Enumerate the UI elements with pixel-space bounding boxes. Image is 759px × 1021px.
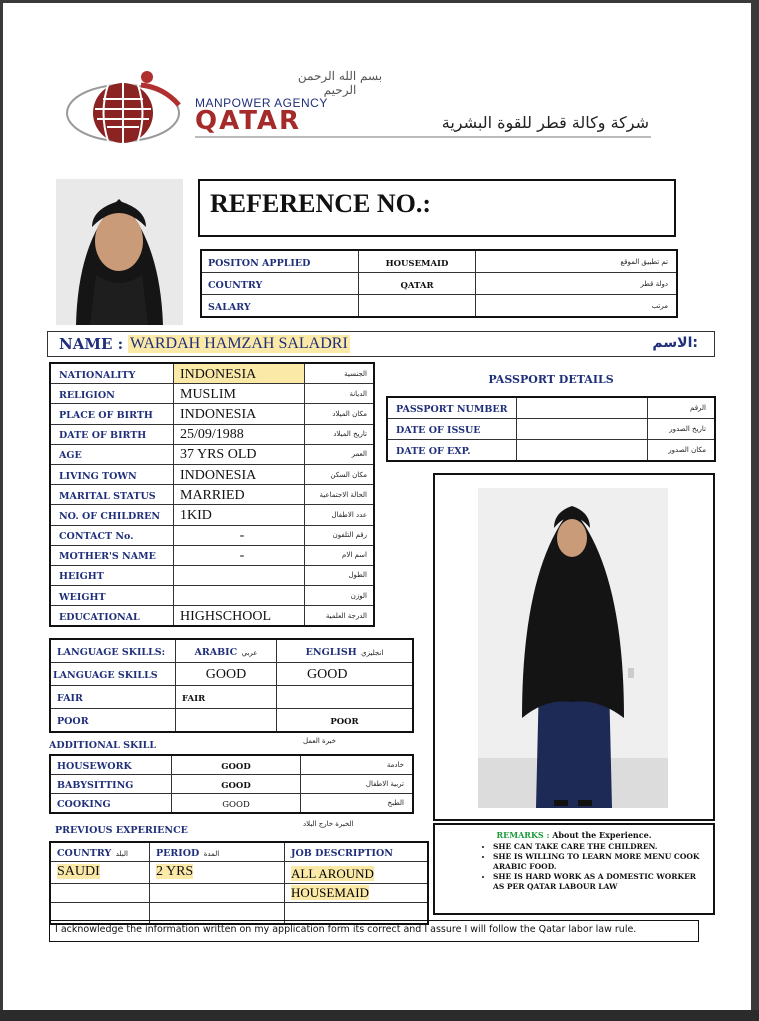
remarks-key: REMARKS :	[496, 830, 550, 840]
application-page	[3, 3, 751, 1010]
info-row	[50, 363, 374, 384]
passport-ar: الرقم	[690, 404, 706, 412]
info-label: AGE	[59, 450, 82, 462]
personal-info-table	[49, 362, 375, 627]
arabic-level: GOOD	[205, 667, 247, 682]
basmala: بسم الله الرحمن الرحيم	[297, 69, 383, 97]
fair-label: FAIR	[57, 693, 83, 704]
poor-label: POOR	[57, 716, 89, 727]
info-ar: عدد الاطفال	[331, 510, 367, 519]
experience-job-line2: HOUSEMAID	[291, 885, 369, 900]
language-header-label: LANGUAGE SKILLS:	[57, 647, 166, 658]
info-label: EDUCATIONAL	[59, 611, 140, 623]
language-table	[49, 638, 414, 733]
country-ar: دولة قطر	[640, 279, 668, 288]
experience-table	[49, 841, 429, 925]
info-value: INDONESIA	[180, 467, 257, 483]
position-table	[200, 249, 678, 318]
country-header-ar: البلد	[115, 850, 128, 858]
info-label: NATIONALITY	[59, 369, 136, 381]
arabic-header: ARABIC	[194, 647, 238, 658]
skill-row	[50, 775, 413, 794]
experience-job-line1: ALL AROUND	[291, 866, 374, 881]
info-value: INDONESIA	[180, 366, 257, 382]
job-header: JOB DESCRIPTION	[291, 848, 393, 859]
position-value: HOUSEMAID	[385, 258, 449, 269]
info-row	[50, 586, 374, 606]
country-row	[201, 273, 677, 295]
info-label: HEIGHT	[59, 571, 104, 583]
experience-header-row	[50, 842, 428, 862]
info-value: -	[239, 528, 245, 544]
position-row	[201, 250, 677, 273]
skill-value: GOOD	[222, 800, 250, 810]
info-value: 25/09/1988	[180, 427, 244, 443]
full-body-photo	[478, 488, 668, 808]
country-header: COUNTRY	[57, 848, 112, 859]
skill-ar: تربية الاطفال	[365, 780, 404, 788]
experience-row	[50, 884, 428, 903]
header-underline	[195, 136, 651, 138]
experience-country: SAUDI	[57, 864, 100, 879]
info-value: MUSLIM	[180, 386, 237, 402]
remark-item: • SHE CAN TAKE CARE THE CHILDREN.	[493, 842, 703, 852]
passport-ar: مكان الصدور	[668, 446, 706, 454]
language-row	[50, 709, 413, 733]
info-label: LIVING TOWN	[59, 470, 137, 482]
name-value: WARDAH HAMZAH SALADRI	[130, 335, 348, 352]
country-value: QATAR	[400, 280, 434, 291]
info-row	[50, 505, 374, 525]
skill-row	[50, 794, 413, 814]
language-row	[50, 686, 413, 709]
agency-name-line1: MANPOWER AGENCY	[195, 96, 328, 110]
info-row	[50, 424, 374, 444]
period-header-ar: المدة	[203, 850, 220, 858]
salary-label: SALARY	[208, 301, 251, 313]
info-ar: تاريخ الميلاد	[333, 430, 367, 439]
country-label: COUNTRY	[208, 279, 263, 291]
additional-skill-table	[49, 754, 414, 814]
arabic-fair: FAIR	[182, 694, 206, 704]
info-ar: الوزن	[350, 591, 367, 600]
info-label: MOTHER'S NAME	[59, 551, 156, 563]
previous-experience-ar: الخبرة خارج البلاد	[303, 820, 354, 828]
remarks-box	[433, 823, 715, 915]
english-header: ENGLISH	[305, 647, 357, 658]
info-row	[50, 384, 374, 404]
info-label: MARITAL STATUS	[59, 490, 156, 502]
info-ar: الجنسية	[344, 369, 367, 378]
position-ar: تم تطبيق الموقع	[620, 257, 668, 266]
info-label: RELIGION	[59, 389, 115, 401]
info-ar: الدرجة العلمية	[325, 611, 367, 620]
language-row-label: LANGUAGE SKILLS	[53, 670, 158, 681]
info-row	[50, 464, 374, 484]
full-body-photo-frame	[433, 473, 715, 821]
reference-label: REFERENCE NO.:	[210, 189, 432, 218]
info-ar: العمر	[351, 450, 367, 459]
remarks-title	[435, 830, 713, 840]
passport-title: PASSPORT DETAILS	[488, 373, 614, 386]
salary-row	[201, 295, 677, 318]
reference-box	[198, 179, 676, 237]
agency-logo	[63, 69, 193, 147]
info-ar: الحالة الاجتماعية	[319, 490, 367, 499]
info-row	[50, 525, 374, 545]
remark-item: • SHE IS HARD WORK AS A DOMESTIC WORKER AS PER QATAR LABOUR LAW	[493, 872, 703, 892]
experience-period: 2 YRS	[156, 864, 194, 879]
name-label: NAME :	[59, 335, 124, 353]
skill-value: GOOD	[221, 762, 251, 772]
info-row	[50, 545, 374, 565]
info-ar: الديانة	[349, 389, 367, 398]
english-poor: POOR	[330, 717, 359, 727]
skill-row	[50, 755, 413, 775]
additional-skill-ar: خبرة العمل	[303, 737, 336, 745]
passport-row	[387, 397, 715, 419]
acknowledgement-box	[49, 920, 699, 942]
skill-label: COOKING	[57, 799, 111, 810]
info-value: MARRIED	[180, 487, 245, 503]
experience-row	[50, 862, 428, 884]
info-ar: رقم التلفون	[332, 531, 367, 540]
agency-name-line2: QATAR	[195, 106, 302, 136]
viewer-bottom-strip	[0, 1010, 759, 1021]
language-header-row	[50, 639, 413, 663]
info-row	[50, 565, 374, 585]
info-value: INDONESIA	[180, 406, 257, 422]
portrait-photo	[56, 179, 183, 325]
name-bar	[47, 331, 715, 357]
info-value: HIGHSCHOOL	[180, 608, 271, 624]
passport-table	[386, 396, 716, 462]
passport-ar: تاريخ الصدور	[669, 425, 706, 433]
acknowledgement-text: I acknowledge the information written on my application form its correct and I assure I will follow the Qatar labor law rule.	[55, 924, 637, 935]
info-row	[50, 485, 374, 505]
info-ar: مكان السكن	[330, 470, 367, 479]
passport-label: DATE OF EXP.	[396, 446, 471, 457]
language-row	[50, 663, 413, 686]
info-value: 37 YRS OLD	[180, 447, 257, 463]
info-label: NO. OF CHILDREN	[59, 510, 161, 522]
info-row	[50, 404, 374, 424]
info-label: WEIGHT	[59, 591, 106, 603]
skill-ar: الطبخ	[387, 799, 404, 807]
agency-name-arabic: شركة وكالة قطر للقوة البشرية	[441, 113, 649, 132]
additional-skill-label: ADDITIONAL SKILL	[49, 740, 157, 751]
info-label: CONTACT No.	[59, 531, 134, 543]
name-ar: الاسم:	[652, 335, 698, 351]
position-label: POSITON APPLIED	[208, 257, 311, 269]
info-label: DATE OF BIRTH	[59, 430, 147, 442]
passport-label: PASSPORT NUMBER	[396, 404, 508, 415]
info-ar: الطول	[348, 571, 367, 580]
period-header: PERIOD	[156, 848, 200, 859]
remarks-title-rest: About the Experience.	[552, 830, 652, 840]
info-ar: مكان الميلاد	[332, 409, 367, 418]
english-level: GOOD	[307, 667, 348, 682]
english-header-ar: انجليزي	[361, 649, 384, 657]
skill-value: GOOD	[221, 781, 251, 791]
remark-item: • SHE IS WILLING TO LEARN MORE MENU COOK ARABIC FOOD.	[493, 852, 703, 872]
skill-label: BABYSITTING	[57, 780, 134, 791]
info-ar: اسم الام	[342, 551, 367, 560]
remarks-list	[435, 842, 713, 892]
passport-row	[387, 419, 715, 440]
skill-ar: خادمة	[386, 761, 404, 769]
info-value: 1KID	[180, 507, 212, 523]
info-row	[50, 606, 374, 627]
info-label: PLACE OF BIRTH	[59, 409, 153, 421]
arabic-header-ar: عربي	[241, 649, 258, 657]
info-value: -	[239, 548, 245, 564]
passport-label: DATE OF ISSUE	[396, 425, 481, 436]
skill-label: HOUSEWORK	[57, 761, 132, 772]
previous-experience-label: PREVIOUS EXPERIENCE	[55, 825, 188, 836]
passport-row	[387, 440, 715, 462]
info-row	[50, 444, 374, 464]
salary-ar: مرتب	[651, 301, 668, 310]
